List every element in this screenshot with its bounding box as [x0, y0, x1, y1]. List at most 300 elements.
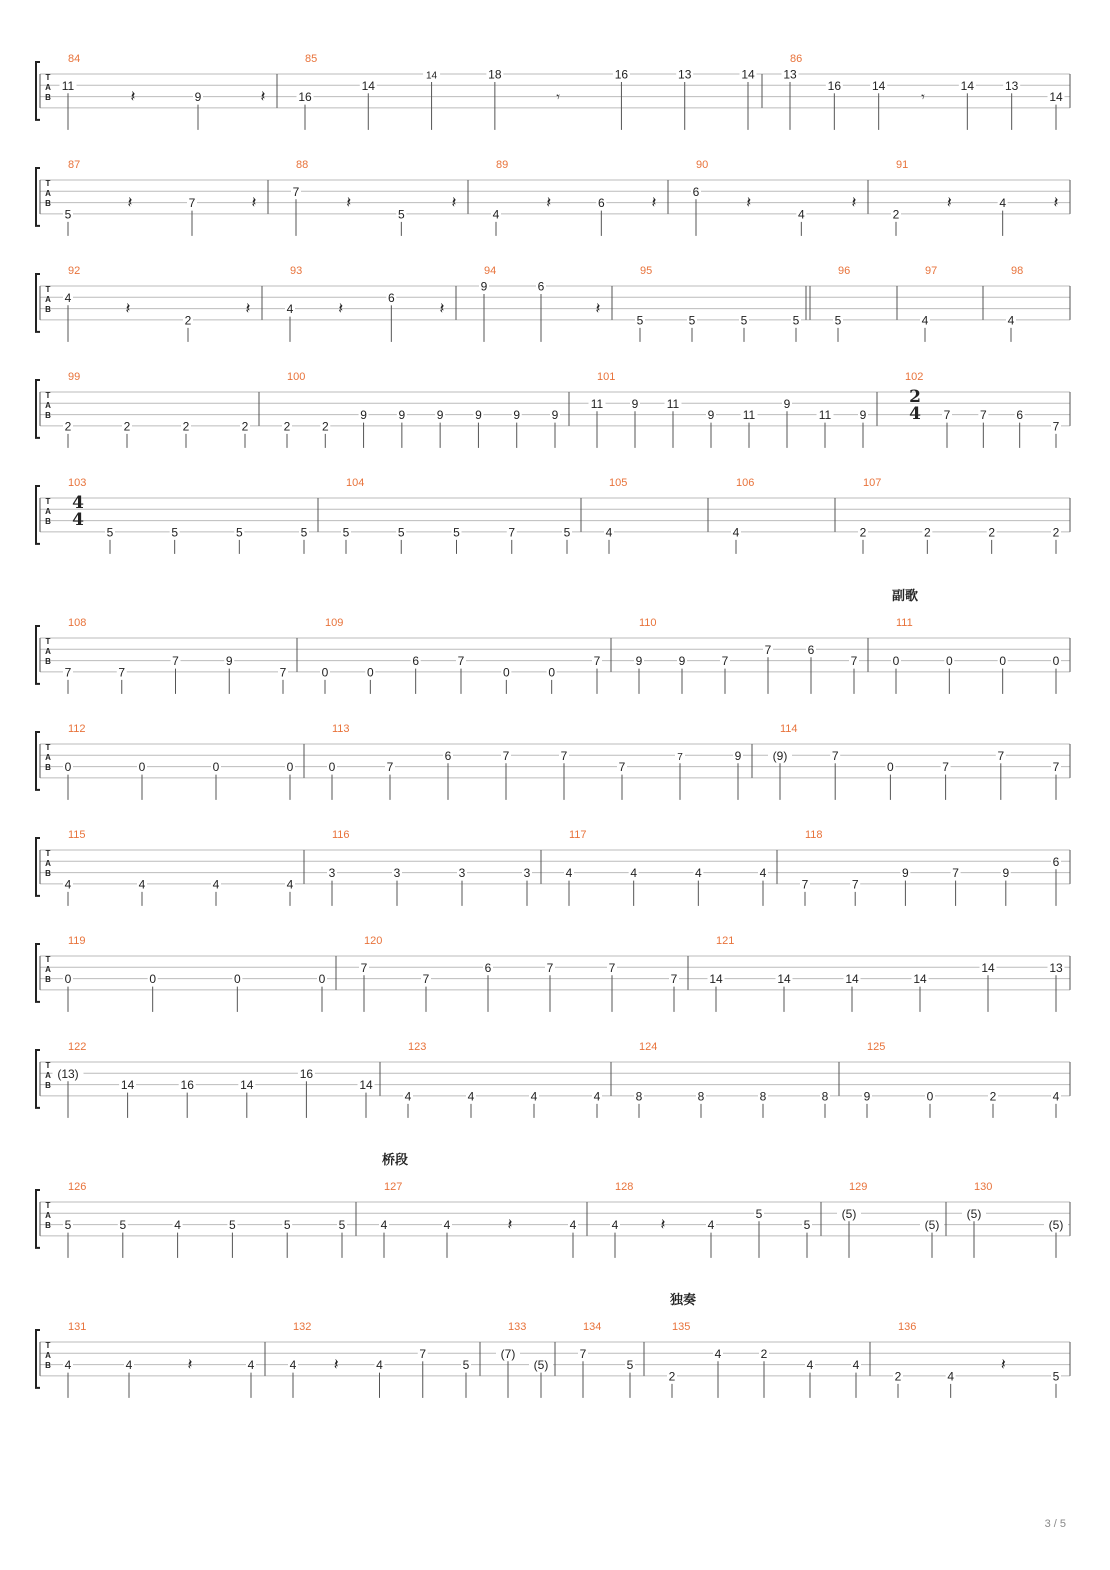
measure — [891, 617, 1061, 694]
measure — [63, 935, 327, 1012]
fret-number: 14 — [913, 972, 927, 987]
fret-number: 7 — [279, 665, 287, 680]
fret-number: 2 — [894, 1369, 902, 1384]
measure-number: 110 — [639, 617, 657, 629]
fret-number: 7 — [677, 751, 683, 763]
fret-number: 5 — [300, 525, 308, 540]
measure-number: 112 — [68, 723, 86, 735]
fret-number: 8 — [635, 1089, 643, 1104]
fret-number: 9 — [902, 866, 909, 881]
measure — [63, 371, 250, 448]
measure-number: 90 — [696, 159, 709, 171]
fret-number: 4 — [467, 1089, 475, 1104]
fret-number: 5 — [462, 1358, 470, 1373]
fret-number: (5) — [841, 1206, 857, 1221]
measure — [63, 617, 288, 694]
fret-number: 2 — [1052, 525, 1060, 540]
system-bracket — [36, 1330, 40, 1388]
fret-number: 7 — [721, 654, 729, 669]
measure — [60, 53, 266, 130]
measure — [634, 1041, 830, 1118]
fret-number: 7 — [943, 408, 951, 423]
tab-system — [36, 265, 1070, 342]
time-signature-top: 2 — [909, 387, 921, 407]
fret-number: 4 — [492, 207, 500, 222]
fret-number: 11 — [666, 396, 680, 411]
measure-number: 114 — [780, 723, 798, 735]
measure-number: 100 — [287, 371, 306, 383]
fret-number: 4 — [806, 1358, 814, 1373]
measure — [589, 371, 869, 448]
measure-number: 134 — [583, 1321, 602, 1333]
measure — [282, 371, 560, 448]
fret-number: 4 — [947, 1369, 955, 1384]
fret-number: (13) — [57, 1066, 79, 1081]
fret-number: 0 — [212, 760, 220, 775]
system-bracket — [36, 274, 40, 332]
measure — [768, 723, 1061, 800]
tab-system — [36, 935, 1070, 1012]
fret-number: 18 — [488, 67, 502, 82]
fret-number: 9 — [678, 654, 686, 669]
fret-number: 7 — [831, 748, 839, 763]
tab-clef-letter: T — [45, 637, 51, 646]
quarter-rest: 𝄽 — [660, 1214, 666, 1234]
measure — [320, 617, 602, 694]
measure — [782, 53, 1065, 130]
fret-number: 3 — [328, 866, 336, 881]
quarter-rest: 𝄽 — [338, 298, 344, 318]
measure-number: 130 — [974, 1181, 993, 1193]
quarter-rest: 𝄽 — [1000, 1354, 1006, 1374]
fret-number: 7 — [997, 748, 1005, 763]
fret-number: 14 — [871, 78, 886, 93]
time-signature-top: 4 — [72, 493, 84, 513]
system-bracket — [36, 1050, 40, 1108]
fret-number: 3 — [523, 866, 531, 881]
measure — [285, 265, 445, 342]
fret-number: (5) — [924, 1218, 940, 1233]
fret-number: 7 — [608, 960, 616, 975]
fret-number: 11 — [590, 396, 604, 411]
fret-number: 2 — [668, 1369, 676, 1384]
quarter-rest: 𝄽 — [546, 192, 552, 212]
eighth-rest: 𝄾 — [921, 89, 925, 106]
fret-number: 7 — [979, 408, 987, 423]
quarter-rest: 𝄽 — [260, 86, 266, 106]
fret-number: 14 — [845, 972, 859, 987]
measure-number: 104 — [346, 477, 365, 489]
quarter-rest: 𝄽 — [333, 1354, 339, 1374]
fret-number: 16 — [614, 67, 629, 82]
fret-number: (5) — [1048, 1218, 1064, 1233]
fret-number: 5 — [64, 207, 72, 222]
measure-number: 126 — [68, 1181, 87, 1193]
measure-number: 119 — [68, 935, 86, 947]
measure-number: 86 — [790, 53, 803, 65]
fret-number: 5 — [397, 525, 405, 540]
fret-number: 7 — [422, 972, 430, 987]
fret-number: 4 — [999, 196, 1007, 211]
fret-number: 0 — [233, 972, 241, 987]
tab-clef-letter: A — [45, 401, 51, 410]
measure — [564, 829, 768, 906]
fret-number: 4 — [64, 877, 72, 892]
section-label: 桥段 — [381, 1153, 409, 1168]
fret-number: 5 — [106, 525, 114, 540]
fret-number: 4 — [125, 1358, 133, 1373]
measure-number: 102 — [905, 371, 924, 383]
tab-clef-letter: B — [45, 869, 51, 878]
fret-number: 9 — [635, 654, 643, 669]
fret-number: 7 — [502, 748, 510, 763]
fret-number: 14 — [981, 960, 995, 975]
fret-number: 2 — [923, 525, 931, 540]
measure — [610, 1181, 812, 1258]
fret-number: 0 — [887, 760, 894, 775]
measure — [63, 1181, 347, 1258]
fret-number: 4 — [404, 1089, 412, 1104]
fret-number: 13 — [783, 67, 797, 82]
system-bracket — [36, 62, 40, 120]
fret-number: 7 — [560, 748, 568, 763]
tab-system — [36, 588, 1070, 694]
measure-number: 84 — [68, 53, 81, 65]
tab-clef-letter: A — [45, 1071, 51, 1080]
measure-number: 136 — [898, 1321, 917, 1333]
fret-number: 9 — [398, 408, 406, 423]
fret-number: 2 — [321, 419, 329, 434]
quarter-rest: 𝄽 — [746, 192, 752, 212]
measure-number: 88 — [296, 159, 309, 171]
fret-number: 14 — [359, 1078, 373, 1093]
fret-number: 5 — [636, 313, 644, 328]
tab-clef-letter: T — [45, 73, 51, 82]
measure-number: 89 — [496, 159, 509, 171]
tab-clef-letter: B — [45, 1361, 51, 1370]
fret-number: 2 — [892, 207, 900, 222]
fret-number: 7 — [64, 665, 72, 680]
fret-number: 5 — [803, 1218, 811, 1233]
tab-clef-letter: B — [45, 1081, 51, 1090]
fret-number: 4 — [565, 866, 573, 881]
system-bracket — [36, 1190, 40, 1248]
fret-number: 8 — [697, 1089, 705, 1104]
fret-number: 4 — [707, 1218, 715, 1233]
fret-number: 0 — [548, 665, 556, 680]
measure — [667, 1321, 861, 1398]
fret-number: 14 — [120, 1078, 135, 1093]
fret-number: 2 — [184, 313, 192, 328]
fret-number: 4 — [797, 207, 805, 222]
fret-number: 4 — [921, 313, 929, 328]
fret-number: 0 — [502, 665, 510, 680]
fret-number: 6 — [597, 196, 605, 211]
fret-number: 7 — [508, 525, 516, 540]
measure — [800, 829, 1061, 906]
tab-clef-letter: A — [45, 189, 51, 198]
tab-clef-letter: B — [45, 411, 51, 420]
measure-number: 132 — [293, 1321, 312, 1333]
fret-number: 4 — [64, 1358, 72, 1373]
quarter-rest: 𝄽 — [346, 192, 352, 212]
fret-number: 16 — [299, 1066, 314, 1081]
fret-number: 4 — [212, 877, 220, 892]
fret-number: 4 — [852, 1358, 860, 1373]
measure-number: 98 — [1011, 265, 1024, 277]
quarter-rest: 𝄽 — [651, 192, 657, 212]
fret-number: 7 — [172, 654, 179, 669]
tab-clef-letter: B — [45, 93, 51, 102]
measure-number: 95 — [640, 265, 653, 277]
quarter-rest: 𝄽 — [439, 298, 445, 318]
fret-number: 9 — [734, 748, 742, 763]
measure-number: 92 — [68, 265, 81, 277]
tab-clef-letter: B — [45, 517, 51, 526]
fret-number: 7 — [360, 960, 368, 975]
tab-clef-letter: B — [45, 975, 51, 984]
fret-number: 7 — [851, 877, 859, 892]
fret-number: 7 — [457, 654, 465, 669]
fret-number: 5 — [338, 1218, 346, 1233]
fret-number: 14 — [709, 972, 723, 987]
quarter-rest: 𝄽 — [595, 298, 601, 318]
fret-number: 4 — [174, 1218, 181, 1233]
measure-number: 108 — [68, 617, 87, 629]
fret-number: 6 — [412, 654, 420, 669]
fret-number: 4 — [759, 866, 767, 881]
measure-number: 123 — [408, 1041, 427, 1053]
fret-number: 4 — [569, 1218, 577, 1233]
fret-number: 2 — [182, 419, 190, 434]
fret-number: 9 — [859, 408, 867, 423]
measure — [833, 265, 850, 342]
fret-number: 2 — [988, 525, 996, 540]
quarter-rest: 𝄽 — [130, 86, 136, 106]
fret-number: 0 — [64, 972, 72, 987]
measure-number: 128 — [615, 1181, 634, 1193]
system-bracket — [36, 380, 40, 438]
tab-clef-letter: B — [45, 305, 51, 314]
fret-number: 14 — [1049, 90, 1063, 105]
system-bracket — [36, 732, 40, 790]
fret-number: 0 — [1052, 654, 1060, 669]
measure-number: 115 — [68, 829, 86, 841]
fret-number: 7 — [292, 184, 300, 199]
measure-number: 118 — [805, 829, 823, 841]
fret-number: (5) — [966, 1206, 982, 1221]
measure-number: 106 — [736, 477, 755, 489]
measure — [862, 1041, 1061, 1118]
measure-number: 117 — [569, 829, 587, 841]
fret-number: 11 — [61, 78, 75, 93]
measure — [68, 477, 309, 554]
fret-number: 3 — [458, 866, 466, 881]
fret-number: 9 — [863, 1089, 871, 1104]
fret-number: 0 — [328, 760, 336, 775]
fret-number: 4 — [605, 525, 613, 540]
measure-number: 129 — [849, 1181, 868, 1193]
tab-system — [36, 53, 1070, 130]
quarter-rest: 𝄽 — [125, 298, 131, 318]
fret-number: 4 — [530, 1089, 538, 1104]
measure-number: 93 — [290, 265, 303, 277]
quarter-rest: 𝄽 — [127, 192, 133, 212]
measure — [891, 159, 1059, 236]
fret-number: 14 — [240, 1078, 254, 1093]
fret-number: 2 — [241, 419, 249, 434]
section-label: 副歌 — [891, 589, 919, 604]
measure-number: 96 — [838, 265, 851, 277]
measure — [578, 1321, 635, 1398]
fret-number: 5 — [229, 1218, 236, 1233]
measure — [297, 53, 757, 130]
measure — [635, 265, 801, 342]
tab-clef-letter: B — [45, 657, 51, 666]
fret-number: 4 — [611, 1218, 619, 1233]
fret-number: 5 — [342, 525, 350, 540]
fret-number: 9 — [1002, 866, 1010, 881]
fret-number: 0 — [892, 654, 900, 669]
tab-clef-letter: A — [45, 507, 51, 516]
measure — [731, 477, 754, 554]
tab-clef-letter: A — [45, 83, 51, 92]
system-bracket — [36, 838, 40, 896]
tab-system — [36, 1041, 1070, 1118]
quarter-rest: 𝄽 — [451, 192, 457, 212]
measure-number: 131 — [68, 1321, 87, 1333]
fret-number: 9 — [480, 279, 488, 294]
tab-system — [36, 477, 1070, 554]
fret-number: 5 — [755, 1206, 763, 1221]
fret-number: 4 — [376, 1358, 383, 1373]
tab-system — [36, 1292, 1070, 1398]
tab-clef-letter: T — [45, 743, 51, 752]
fret-number: 7 — [1052, 760, 1060, 775]
fret-number: 9 — [783, 396, 791, 411]
fret-number: 2 — [989, 1089, 997, 1104]
fret-number: 2 — [283, 419, 291, 434]
fret-number: 6 — [484, 960, 492, 975]
quarter-rest: 𝄽 — [851, 192, 857, 212]
measure-number: 127 — [384, 1181, 403, 1193]
tab-system — [36, 829, 1070, 906]
fret-number: 7 — [1052, 419, 1060, 434]
fret-number: 5 — [453, 525, 460, 540]
measure — [920, 265, 937, 342]
measure-number: 133 — [508, 1321, 527, 1333]
fret-number: 9 — [631, 396, 639, 411]
fret-number: 5 — [626, 1358, 634, 1373]
quarter-rest: 𝄽 — [946, 192, 952, 212]
fret-number: 0 — [321, 665, 329, 680]
tab-clef-letter: A — [45, 647, 51, 656]
fret-number: 2 — [64, 419, 72, 434]
tab-clef-letter: T — [45, 955, 51, 964]
fret-number: 13 — [1049, 960, 1063, 975]
tab-system — [36, 723, 1070, 800]
tab-clef-letter: A — [45, 965, 51, 974]
measure — [53, 1041, 375, 1118]
fret-number: 4 — [443, 1218, 451, 1233]
measure-number: 124 — [639, 1041, 658, 1053]
eighth-rest: 𝄾 — [556, 89, 561, 106]
fret-number: 5 — [688, 313, 696, 328]
tab-system — [36, 1152, 1070, 1258]
tab-clef-letter: T — [45, 285, 51, 294]
measure-number: 85 — [305, 53, 318, 65]
measure-number: 91 — [896, 159, 909, 171]
fret-number: 14 — [741, 67, 755, 82]
measure-number: 122 — [68, 1041, 87, 1053]
tab-clef-letter: T — [45, 1201, 51, 1210]
measure — [893, 1321, 1061, 1398]
fret-number: 0 — [318, 972, 326, 987]
time-signature-bottom: 4 — [909, 404, 921, 424]
quarter-rest: 𝄽 — [1053, 192, 1059, 212]
fret-number: 0 — [366, 665, 374, 680]
fret-number: 9 — [436, 408, 444, 423]
measure-number: 105 — [609, 477, 628, 489]
fret-number: 0 — [999, 654, 1007, 669]
fret-number: 4 — [1052, 1089, 1060, 1104]
fret-number: 5 — [397, 207, 405, 222]
fret-number: 5 — [563, 525, 571, 540]
fret-number: 16 — [180, 1078, 194, 1093]
tab-clef-letter: A — [45, 753, 51, 762]
fret-number: 4 — [732, 525, 740, 540]
fret-number: 7 — [118, 665, 126, 680]
fret-number: 0 — [149, 972, 157, 987]
tab-clef-letter: T — [45, 1061, 51, 1070]
fret-number: 3 — [393, 866, 401, 881]
fret-number: 5 — [1052, 1369, 1060, 1384]
fret-number: 6 — [1016, 408, 1024, 423]
fret-number: 6 — [444, 748, 452, 763]
measure-number: 87 — [68, 159, 81, 171]
measure — [1006, 265, 1023, 342]
measure-number: 107 — [863, 477, 882, 489]
fret-number: 0 — [64, 760, 72, 775]
fret-number: 5 — [171, 525, 179, 540]
fret-number: (7) — [500, 1346, 516, 1361]
fret-number: 4 — [138, 877, 146, 892]
fret-number: 5 — [834, 313, 842, 328]
fret-number: 7 — [850, 654, 858, 669]
measure — [962, 1181, 1068, 1258]
measure — [63, 723, 295, 800]
tab-clef-letter: B — [45, 1221, 51, 1230]
fret-number: (9) — [772, 748, 788, 763]
measure — [496, 1321, 553, 1398]
measure — [858, 477, 1061, 554]
measure-number: 94 — [484, 265, 497, 277]
tab-system — [36, 371, 1070, 448]
fret-number: 6 — [387, 290, 395, 305]
measure — [708, 935, 1065, 1012]
fret-number: 14 — [361, 78, 375, 93]
fret-number: 14 — [960, 78, 975, 93]
measure — [837, 1181, 944, 1258]
fret-number: 0 — [945, 654, 953, 669]
quarter-rest: 𝄽 — [245, 298, 251, 318]
fret-number: 6 — [692, 184, 700, 199]
fret-number: 4 — [247, 1358, 255, 1373]
section-label: 独奏 — [669, 1293, 697, 1308]
fret-number: 9 — [225, 654, 233, 669]
fret-number: 9 — [513, 408, 521, 423]
fret-number: 0 — [286, 760, 294, 775]
